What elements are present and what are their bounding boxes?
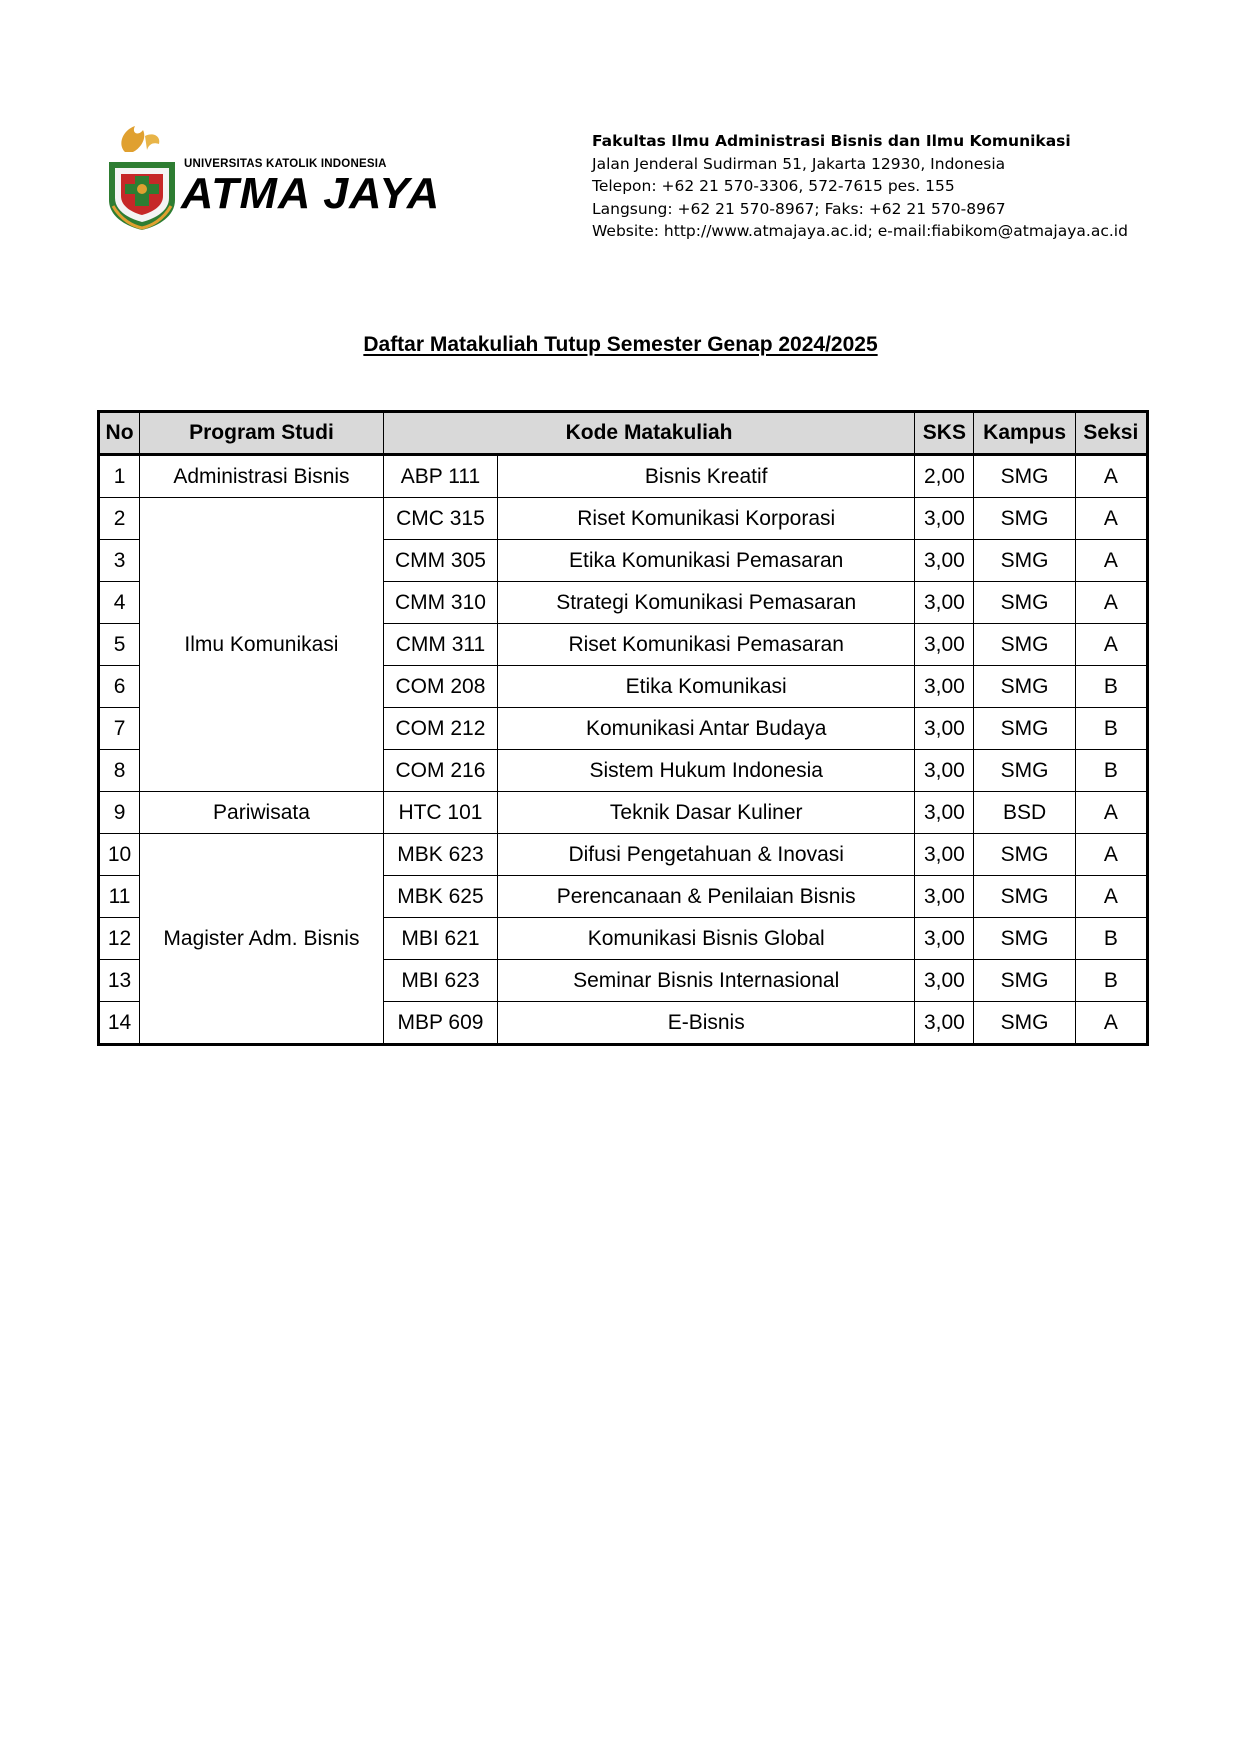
cell-code: MBK 625	[383, 876, 497, 918]
cell-seksi: A	[1075, 455, 1147, 498]
address-line: Jalan Jenderal Sudirman 51, Jakarta 12930, Indonesia	[592, 154, 1006, 173]
phone-line: Telepon: +62 21 570-3306, 572-7615 pes. 155	[592, 177, 955, 195]
university-logo	[105, 122, 441, 234]
cell-seksi: A	[1075, 1002, 1147, 1045]
cell-seksi: A	[1075, 792, 1147, 834]
cell-seksi: B	[1075, 918, 1147, 960]
cell-no: 5	[99, 624, 140, 666]
cell-course-name: Komunikasi Antar Budaya	[498, 708, 915, 750]
cell-no: 8	[99, 750, 140, 792]
cell-code: MBK 623	[383, 834, 497, 876]
cell-no: 6	[99, 666, 140, 708]
cell-program: Administrasi Bisnis	[140, 455, 384, 498]
cell-kampus: SMG	[974, 582, 1075, 624]
cell-sks: 3,00	[915, 498, 974, 540]
col-header-kode: Kode Matakuliah	[383, 412, 915, 455]
cell-program: Magister Adm. Bisnis	[140, 834, 384, 1045]
faculty-name: Fakultas Ilmu Administrasi Bisnis dan Ilmu Komunikasi	[592, 132, 1071, 150]
col-header-seksi: Seksi	[1075, 412, 1147, 455]
cell-program: Pariwisata	[140, 792, 384, 834]
cell-code: CMM 305	[383, 540, 497, 582]
cell-course-name: Difusi Pengetahuan & Inovasi	[498, 834, 915, 876]
cell-seksi: A	[1075, 876, 1147, 918]
logo-name: ATMA JAYA	[181, 169, 441, 218]
cell-kampus: BSD	[974, 792, 1075, 834]
cell-no: 12	[99, 918, 140, 960]
table-row	[99, 792, 1148, 834]
atma-jaya-emblem-icon	[105, 122, 179, 230]
table-row	[99, 498, 1148, 540]
cell-seksi: A	[1075, 540, 1147, 582]
cell-kampus: SMG	[974, 624, 1075, 666]
cell-sks: 2,00	[915, 455, 974, 498]
cell-sks: 3,00	[915, 708, 974, 750]
cell-course-name: Perencanaan & Penilaian Bisnis	[498, 876, 915, 918]
cell-seksi: B	[1075, 960, 1147, 1002]
cell-course-name: Riset Komunikasi Pemasaran	[498, 624, 915, 666]
course-table	[97, 410, 1149, 1046]
cell-sks: 3,00	[915, 960, 974, 1002]
cell-kampus: SMG	[974, 834, 1075, 876]
cell-program: Ilmu Komunikasi	[140, 498, 384, 792]
cell-sks: 3,00	[915, 624, 974, 666]
cell-code: CMC 315	[383, 498, 497, 540]
cell-course-name: Sistem Hukum Indonesia	[498, 750, 915, 792]
col-header-sks: SKS	[915, 412, 974, 455]
cell-kampus: SMG	[974, 960, 1075, 1002]
cell-code: ABP 111	[383, 455, 497, 498]
cell-seksi: A	[1075, 624, 1147, 666]
cell-code: HTC 101	[383, 792, 497, 834]
cell-kampus: SMG	[974, 666, 1075, 708]
cell-sks: 3,00	[915, 792, 974, 834]
cell-no: 3	[99, 540, 140, 582]
cell-code: MBP 609	[383, 1002, 497, 1045]
cell-seksi: A	[1075, 582, 1147, 624]
cell-no: 11	[99, 876, 140, 918]
cell-course-name: Riset Komunikasi Korporasi	[498, 498, 915, 540]
cell-code: COM 212	[383, 708, 497, 750]
cell-kampus: SMG	[974, 498, 1075, 540]
cell-seksi: B	[1075, 666, 1147, 708]
cell-no: 9	[99, 792, 140, 834]
cell-code: CMM 310	[383, 582, 497, 624]
document-title: Daftar Matakuliah Tutup Semester Genap 2024/2025	[363, 333, 878, 356]
cell-course-name: Bisnis Kreatif	[498, 455, 915, 498]
direct-fax-line: Langsung: +62 21 570-8967; Faks: +62 21 570-8967	[592, 199, 1006, 218]
cell-sks: 3,00	[915, 750, 974, 792]
cell-kampus: SMG	[974, 540, 1075, 582]
cell-code: MBI 621	[383, 918, 497, 960]
cell-course-name: Etika Komunikasi Pemasaran	[498, 540, 915, 582]
cell-sks: 3,00	[915, 1002, 974, 1045]
cell-code: CMM 311	[383, 624, 497, 666]
cell-code: COM 208	[383, 666, 497, 708]
table-row	[99, 455, 1148, 498]
cell-seksi: A	[1075, 834, 1147, 876]
cell-kampus: SMG	[974, 455, 1075, 498]
website-email-line: Website: http://www.atmajaya.ac.id; e-mail:fiabikom@atmajaya.ac.id	[592, 222, 1128, 240]
cell-no: 1	[99, 455, 140, 498]
cell-sks: 3,00	[915, 666, 974, 708]
cell-course-name: Seminar Bisnis Internasional	[498, 960, 915, 1002]
cell-sks: 3,00	[915, 582, 974, 624]
cell-course-name: Etika Komunikasi	[498, 666, 915, 708]
cell-no: 13	[99, 960, 140, 1002]
cell-code: COM 216	[383, 750, 497, 792]
cell-seksi: B	[1075, 750, 1147, 792]
cell-sks: 3,00	[915, 918, 974, 960]
cell-kampus: SMG	[974, 876, 1075, 918]
cell-kampus: SMG	[974, 708, 1075, 750]
cell-course-name: Strategi Komunikasi Pemasaran	[498, 582, 915, 624]
cell-course-name: Komunikasi Bisnis Global	[498, 918, 915, 960]
table-row	[99, 834, 1148, 876]
cell-sks: 3,00	[915, 540, 974, 582]
logo-university-line: UNIVERSITAS KATOLIK INDONESIA	[184, 158, 387, 170]
cell-kampus: SMG	[974, 750, 1075, 792]
cell-course-name: E-Bisnis	[498, 1002, 915, 1045]
cell-no: 4	[99, 582, 140, 624]
cell-sks: 3,00	[915, 876, 974, 918]
cell-seksi: B	[1075, 708, 1147, 750]
table-header-row	[99, 412, 1148, 455]
cell-seksi: A	[1075, 498, 1147, 540]
cell-no: 7	[99, 708, 140, 750]
col-header-program: Program Studi	[140, 412, 384, 455]
cell-code: MBI 623	[383, 960, 497, 1002]
cell-kampus: SMG	[974, 918, 1075, 960]
cell-sks: 3,00	[915, 834, 974, 876]
col-header-kampus: Kampus	[974, 412, 1075, 455]
cell-kampus: SMG	[974, 1002, 1075, 1045]
contact-block	[592, 130, 1128, 243]
col-header-no: No	[99, 412, 140, 455]
cell-course-name: Teknik Dasar Kuliner	[498, 792, 915, 834]
cell-no: 10	[99, 834, 140, 876]
cell-no: 14	[99, 1002, 140, 1045]
cell-no: 2	[99, 498, 140, 540]
